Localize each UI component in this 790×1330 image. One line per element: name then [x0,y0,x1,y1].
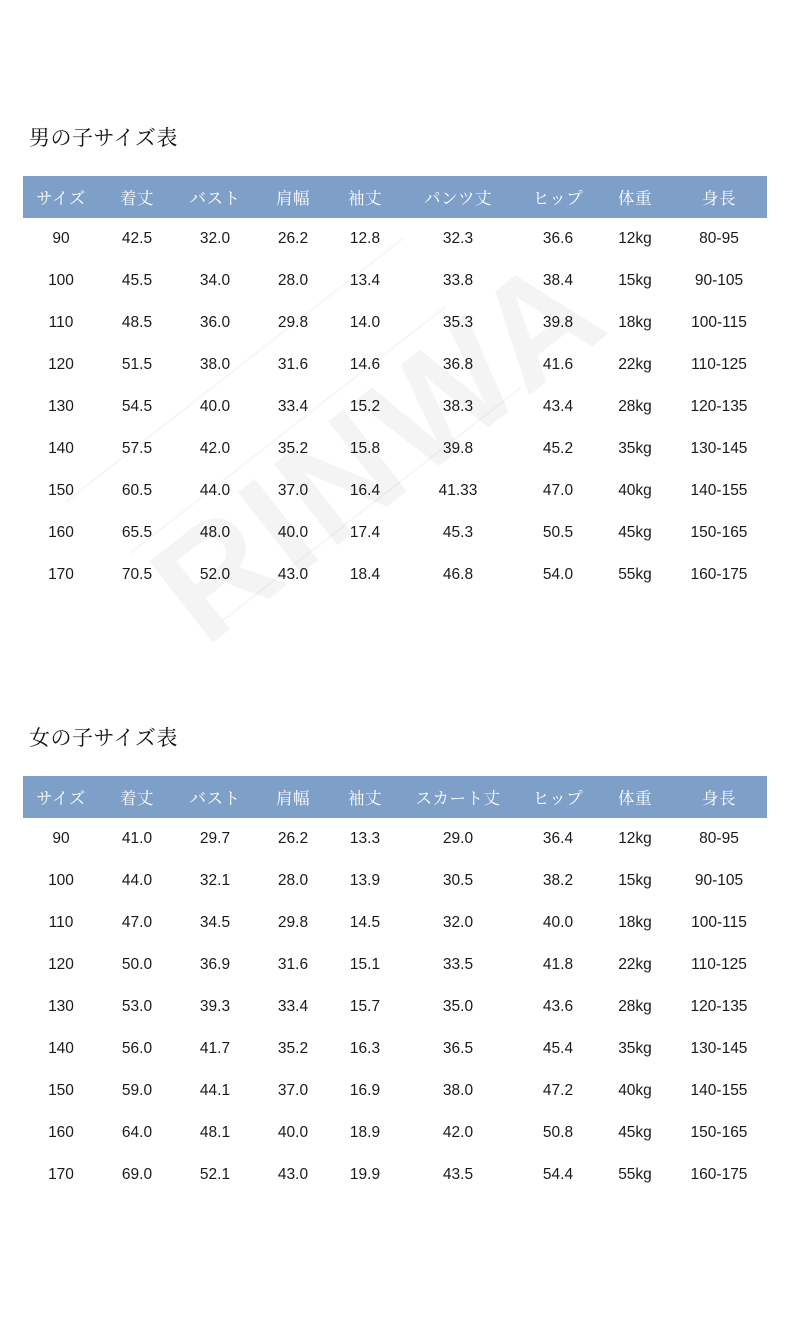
table-cell: 14.6 [349,356,381,373]
table-cell: 51.5 [121,356,153,373]
table-cell: 36.5 [442,1040,474,1057]
table-cell: 40.0 [542,914,574,931]
table-cell: 41.0 [121,830,153,847]
table-cell: 47.2 [542,1082,574,1099]
table-cell: 43.0 [277,1166,309,1183]
table-cell: 35.2 [277,440,309,457]
table-row [23,428,767,470]
column-header: 肩幅 [255,776,331,818]
table-cell: 110-125 [691,356,747,373]
column-header: 身長 [671,176,767,218]
table-cell: 130-145 [690,1040,748,1057]
table-cell: 50.5 [542,524,574,541]
table-cell: 150-165 [690,524,748,541]
table-cell: 44.0 [121,872,153,889]
table-cell: 18.9 [349,1124,381,1141]
table-cell: 38.3 [442,398,474,415]
table-cell: 45.4 [542,1040,574,1057]
table-cell: 32.0 [199,230,231,247]
column-header: パンツ丈 [399,176,517,218]
table-cell: 31.6 [277,356,309,373]
table-cell: 41.6 [542,356,574,373]
table-cell: 110 [48,914,74,931]
table-cell: 36.4 [542,830,574,847]
table-cell: 13.4 [349,272,381,289]
table-cell: 47.0 [542,482,574,499]
table-cell: 120 [48,956,74,973]
table-cell: 31.6 [277,956,309,973]
column-header: 袖丈 [331,776,399,818]
table-row [23,512,767,554]
table-cell: 36.9 [199,956,231,973]
table-row [23,1112,767,1154]
table-cell: 15.8 [349,440,381,457]
table-cell: 32.0 [442,914,474,931]
table-cell: 45kg [618,1124,652,1141]
table-cell: 60.5 [121,482,153,499]
table-cell: 140 [48,1040,74,1057]
table-cell: 65.5 [121,524,153,541]
table-row [23,1154,767,1196]
table-cell: 32.1 [199,872,231,889]
table-cell: 46.8 [442,566,474,583]
table-cell: 37.0 [277,1082,309,1099]
table-cell: 36.0 [199,314,231,331]
column-header: 身長 [671,776,767,818]
table-row [23,1028,767,1070]
table-cell: 28.0 [277,272,309,289]
table-cell: 35kg [618,440,652,457]
table-cell: 55kg [618,1166,652,1183]
table-cell: 140 [48,440,74,457]
table-cell: 100 [48,272,74,289]
table-cell: 38.0 [199,356,231,373]
table-cell: 55kg [618,566,652,583]
table-cell: 45kg [618,524,652,541]
table-cell: 12.8 [349,230,381,247]
column-header: ヒップ [517,176,599,218]
column-header: サイズ [23,176,99,218]
table-cell: 15.7 [349,998,381,1015]
table-cell: 56.0 [121,1040,153,1057]
table-cell: 32.3 [442,230,474,247]
table-cell: 39.3 [199,998,231,1015]
column-header: サイズ [23,776,99,818]
table-cell: 28.0 [277,872,309,889]
table-cell: 33.8 [442,272,474,289]
table-cell: 29.7 [199,830,231,847]
table-cell: 140-155 [690,482,748,499]
table-cell: 40kg [618,482,652,499]
table-cell: 40.0 [277,524,309,541]
table-cell: 42.0 [442,1124,474,1141]
table-cell: 35.2 [277,1040,309,1057]
table-cell: 140-155 [690,1082,748,1099]
table-cell: 37.0 [277,482,309,499]
table-cell: 26.2 [277,230,309,247]
table-row [23,860,767,902]
table-cell: 15.2 [349,398,381,415]
table-cell: 43.5 [442,1166,474,1183]
table-cell: 100 [48,872,74,889]
table-cell: 16.3 [349,1040,381,1057]
table-cell: 17.4 [349,524,381,541]
table-cell: 110-125 [691,956,747,973]
boys-size-section [0,122,790,596]
table-cell: 39.8 [442,440,474,457]
table-cell: 34.0 [199,272,231,289]
table-cell: 80-95 [699,230,739,247]
table-cell: 54.4 [542,1166,574,1183]
table-cell: 16.9 [349,1082,381,1099]
table-cell: 150 [48,1082,74,1099]
table-header-row [23,776,767,818]
table-cell: 22kg [618,356,652,373]
table-row [23,554,767,596]
table-cell: 44.0 [199,482,231,499]
table-cell: 35.0 [442,998,474,1015]
table-cell: 42.5 [121,230,153,247]
boys-section-title: 男の子サイズ表 [29,127,178,150]
table-cell: 33.4 [277,398,309,415]
table-cell: 36.8 [442,356,474,373]
table-cell: 120-135 [690,398,748,415]
boys-size-table [23,176,767,596]
table-cell: 38.2 [542,872,574,889]
column-header: 体重 [599,776,671,818]
table-cell: 57.5 [121,440,153,457]
table-cell: 45.3 [442,524,474,541]
table-cell: 13.3 [349,830,381,847]
table-cell: 43.0 [277,566,309,583]
table-cell: 39.8 [542,314,574,331]
table-cell: 18kg [618,314,652,331]
table-row [23,944,767,986]
table-row [23,818,767,860]
table-cell: 90-105 [694,872,744,889]
table-cell: 48.1 [199,1124,231,1141]
column-header: バスト [175,176,255,218]
table-cell: 45.5 [121,272,153,289]
table-cell: 120 [48,356,74,373]
table-cell: 15kg [618,272,652,289]
table-cell: 18.4 [349,566,381,583]
table-cell: 54.0 [542,566,574,583]
table-cell: 29.8 [277,314,309,331]
table-cell: 90-105 [694,272,744,289]
table-row [23,470,767,512]
table-cell: 33.5 [442,956,474,973]
table-cell: 59.0 [121,1082,153,1099]
table-cell: 16.4 [349,482,381,499]
table-cell: 80-95 [699,830,739,847]
table-cell: 160 [48,524,74,541]
table-cell: 15kg [618,872,652,889]
table-cell: 170 [48,1166,74,1183]
table-cell: 12kg [618,230,652,247]
table-cell: 26.2 [277,830,309,847]
table-cell: 33.4 [277,998,309,1015]
table-cell: 28kg [618,398,652,415]
column-header: 肩幅 [255,176,331,218]
table-cell: 40.0 [199,398,231,415]
table-cell: 90 [52,830,70,847]
table-cell: 150-165 [690,1124,748,1141]
table-row [23,1070,767,1112]
table-row [23,344,767,386]
table-row [23,302,767,344]
table-cell: 160-175 [690,566,748,583]
table-cell: 35.3 [442,314,474,331]
table-cell: 160-175 [690,1166,748,1183]
table-cell: 100-115 [691,314,747,331]
column-header: 着丈 [99,776,175,818]
girls-section-title: 女の子サイズ表 [29,727,178,750]
girls-size-section [0,722,790,1196]
table-cell: 130 [48,398,74,415]
table-cell: 120-135 [690,998,748,1015]
table-cell: 90 [52,230,70,247]
table-cell: 14.0 [349,314,381,331]
table-row [23,260,767,302]
table-cell: 19.9 [349,1166,381,1183]
table-cell: 150 [48,482,74,499]
table-cell: 29.0 [442,830,474,847]
table-cell: 50.0 [121,956,153,973]
table-row [23,218,767,260]
table-cell: 34.5 [199,914,231,931]
table-cell: 69.0 [121,1166,153,1183]
column-header: ヒップ [517,776,599,818]
table-cell: 40.0 [277,1124,309,1141]
table-row [23,986,767,1028]
table-row [23,386,767,428]
table-cell: 45.2 [542,440,574,457]
table-cell: 130-145 [690,440,748,457]
column-header: 体重 [599,176,671,218]
table-cell: 48.5 [121,314,153,331]
table-cell: 160 [48,1124,74,1141]
table-header-row [23,176,767,218]
table-cell: 110 [48,314,74,331]
girls-size-table [23,776,767,1196]
table-cell: 41.33 [438,482,478,499]
table-cell: 47.0 [121,914,153,931]
table-cell: 41.8 [542,956,574,973]
column-header: スカート丈 [399,776,517,818]
table-cell: 48.0 [199,524,231,541]
table-row [23,902,767,944]
table-cell: 42.0 [199,440,231,457]
table-cell: 40kg [618,1082,652,1099]
table-cell: 36.6 [542,230,574,247]
table-cell: 38.4 [542,272,574,289]
table-cell: 130 [48,998,74,1015]
table-cell: 50.8 [542,1124,574,1141]
table-cell: 53.0 [121,998,153,1015]
table-cell: 64.0 [121,1124,153,1141]
table-cell: 13.9 [349,872,381,889]
table-cell: 41.7 [199,1040,231,1057]
table-cell: 100-115 [691,914,747,931]
table-cell: 15.1 [349,956,381,973]
table-cell: 44.1 [199,1082,231,1099]
table-cell: 35kg [618,1040,652,1057]
table-cell: 70.5 [121,566,153,583]
table-cell: 14.5 [349,914,381,931]
table-cell: 52.0 [199,566,231,583]
column-header: 袖丈 [331,176,399,218]
table-cell: 29.8 [277,914,309,931]
table-cell: 43.4 [542,398,574,415]
table-cell: 52.1 [199,1166,231,1183]
table-cell: 43.6 [542,998,574,1015]
column-header: バスト [175,776,255,818]
table-cell: 12kg [618,830,652,847]
table-cell: 22kg [618,956,652,973]
table-cell: 28kg [618,998,652,1015]
column-header: 着丈 [99,176,175,218]
table-cell: 170 [48,566,74,583]
table-cell: 18kg [618,914,652,931]
table-cell: 30.5 [442,872,474,889]
table-cell: 38.0 [442,1082,474,1099]
table-cell: 54.5 [121,398,153,415]
